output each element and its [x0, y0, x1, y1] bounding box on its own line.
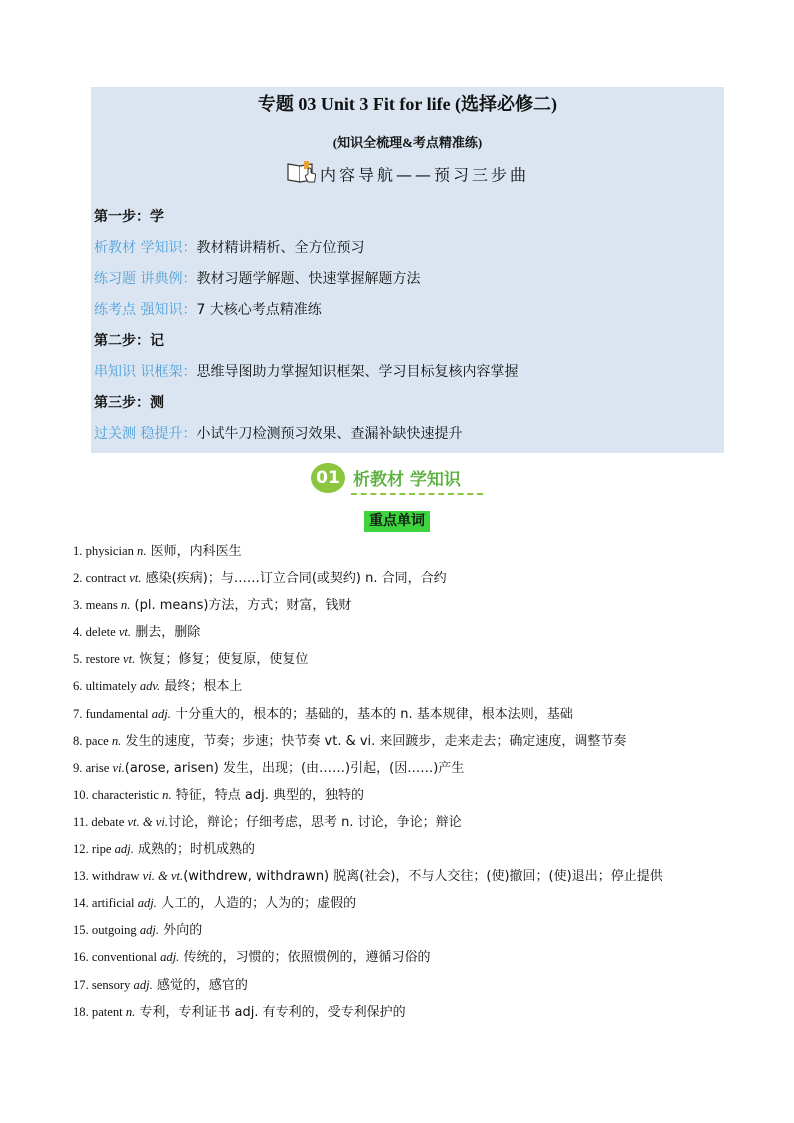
key-words-label: 重点单词 [364, 511, 430, 532]
section-title: 析教材 学知识 [353, 470, 461, 490]
row-key: 练考点 强知识： [94, 302, 197, 318]
book-icon [286, 160, 318, 188]
step1-row-3 [94, 299, 322, 319]
section-divider [351, 493, 483, 495]
list-item: 8. pace n. 发生的速度，节奏；步速；快节奏 vt. & vi. 来回踱步，走来走去；确定速度，调整节奏 [73, 733, 627, 749]
step1-row-1 [94, 237, 364, 257]
list-item: 15. outgoing adj. 外向的 [73, 923, 203, 939]
step-2: 第二步：记 [94, 333, 164, 349]
list-item: 13. withdraw vi. & vt.(withdrew, withdrawn) 脱离(社会)，不与人交往；(使)撤回；(使)退出；停止提供 [73, 869, 663, 885]
list-item: 7. fundamental adj. 十分重大的，根本的；基础的，基本的 n. 基本规律，根本法则，基础 [73, 706, 573, 722]
row-key: 练习题 讲典例： [94, 271, 197, 287]
step1-row-2 [94, 268, 420, 288]
row-text: 教材精讲精析、全方位预习 [196, 240, 365, 256]
list-item: 6. ultimately adv. 最终；根本上 [73, 679, 243, 695]
list-item: 12. ripe adj. 成熟的；时机成熟的 [73, 842, 256, 858]
page-subtitle: (知识全梳理&考点精准练) [332, 135, 483, 150]
list-item: 11. debate vt. & vi.讨论，辩论；仔细考虑，思考 n. 讨论，争论；辩论 [73, 814, 462, 830]
section-number: 01 [311, 463, 345, 493]
list-item: 9. arise vi.(arose, arisen) 发生，出现；(由……)引起，(因……)产生 [73, 760, 465, 776]
row-text: 7 大核心考点精准练 [196, 302, 322, 318]
step-1: 第一步：学 [94, 209, 164, 225]
page-title: 专题 03 Unit 3 Fit for life (选择必修二) [257, 94, 558, 114]
list-item: 17. sensory adj. 感觉的，感官的 [73, 977, 248, 993]
step3-row [94, 423, 462, 443]
step-3: 第三步：测 [94, 395, 164, 411]
row-key: 析教材 学知识： [94, 240, 197, 256]
list-item: 5. restore vt. 恢复；修复；使复原，使复位 [73, 652, 309, 668]
list-item: 18. patent n. 专利，专利证书 adj. 有专利的，受专利保护的 [73, 1004, 406, 1020]
list-item: 4. delete vt. 删去，删除 [73, 625, 201, 641]
step2-row [94, 361, 518, 381]
list-item: 2. contract vt. 感染(疾病)；与……订立合同(或契约) n. 合同，合约 [73, 571, 447, 587]
nav-label: 内容导航——预习三步曲 [319, 165, 529, 185]
row-key: 串知识 识框架： [94, 364, 197, 380]
list-item: 16. conventional adj. 传统的，习惯的；依照惯例的，遵循习俗的 [73, 950, 431, 966]
row-text: 小试牛刀检测预习效果、查漏补缺快速提升 [196, 426, 463, 442]
header-box [91, 87, 724, 453]
vocab-list [73, 538, 773, 1026]
list-item: 1. physician n. 医师，内科医生 [73, 544, 242, 559]
content-nav [91, 160, 724, 188]
list-item: 10. characteristic n. 特征，特点 adj. 典型的，独特的 [73, 787, 364, 803]
list-item: 14. artificial adj. 人工的，人造的；人为的；虚假的 [73, 896, 357, 912]
row-key: 过关测 稳提升： [94, 426, 197, 442]
row-text: 教材习题学解题、快速掌握解题方法 [196, 271, 421, 287]
row-text: 思维导图助力掌握知识框架、学习目标复核内容掌握 [196, 364, 519, 380]
section-header [311, 461, 491, 497]
list-item: 3. means n. (pl. means)方法，方式；财富，钱财 [73, 598, 352, 614]
